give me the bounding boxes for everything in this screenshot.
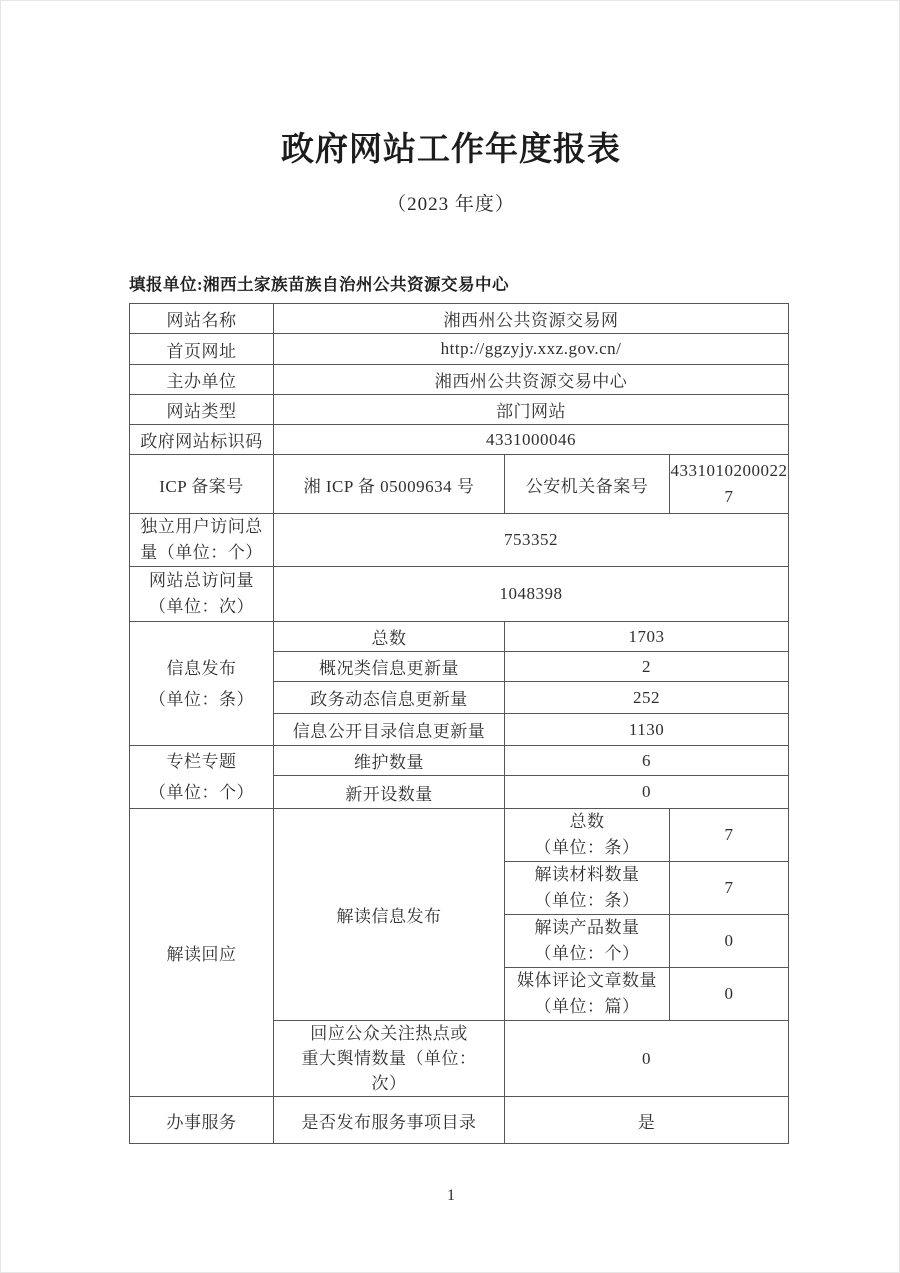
table-row <box>130 567 789 622</box>
interp-product-label <box>505 915 670 968</box>
label-line: 重大舆情数量（单位： <box>301 1049 477 1068</box>
table-row <box>130 455 789 514</box>
info-dynamic-value: 252 <box>505 682 789 714</box>
interpretation-publish-label: 解读信息发布 <box>274 809 505 1021</box>
new-open-count-label: 新开设数量 <box>274 776 505 809</box>
interp-material-label <box>505 862 670 915</box>
label-line: 总数 <box>569 812 605 831</box>
interp-total-label <box>505 809 670 862</box>
service-directory-label: 是否发布服务事项目录 <box>274 1097 505 1144</box>
label-line: （单位：条） <box>534 838 640 857</box>
label-line: 信息发布 <box>166 658 237 678</box>
icp-value: 湘 ICP 备 05009634 号 <box>274 455 505 514</box>
police-record-label: 公安机关备案号 <box>505 455 670 514</box>
site-name-value: 湘西州公共资源交易网 <box>274 304 789 334</box>
icp-label: ICP 备案号 <box>130 455 274 514</box>
label-line: （单位：条） <box>149 689 254 709</box>
maintain-count-label: 维护数量 <box>274 746 505 776</box>
label-line: 量（单位：个） <box>140 543 263 562</box>
site-code-value: 4331000046 <box>274 425 789 455</box>
info-total-label: 总数 <box>274 622 505 652</box>
service-group-label: 办事服务 <box>130 1097 274 1144</box>
info-overview-value: 2 <box>505 652 789 682</box>
table-row <box>130 1097 789 1144</box>
site-type-label: 网站类型 <box>130 395 274 425</box>
hotspot-response-label <box>274 1021 505 1097</box>
label-line: 媒体评论文章数量 <box>517 971 657 990</box>
police-record-value: 43310102000227 <box>670 455 789 514</box>
label-line: 独立用户访问总 <box>140 517 263 536</box>
table-row <box>130 746 789 776</box>
interp-media-value: 0 <box>670 968 789 1021</box>
new-open-count-value: 0 <box>505 776 789 809</box>
table-row <box>130 514 789 567</box>
page-title: 政府网站工作年度报表 <box>281 130 621 167</box>
total-visits-label <box>130 567 274 622</box>
total-visits-value: 1048398 <box>274 567 789 622</box>
label-line: 专栏专题 <box>166 752 237 771</box>
service-directory-value: 是 <box>505 1097 789 1144</box>
special-columns-group-label <box>130 746 274 809</box>
info-total-value: 1703 <box>505 622 789 652</box>
label-line: （单位：次） <box>149 597 254 616</box>
home-url-value: http://ggzyjy.xxz.gov.cn/ <box>274 334 789 365</box>
sponsor-value: 湘西州公共资源交易中心 <box>274 365 789 395</box>
info-publish-group-label <box>130 622 274 746</box>
home-url-label: 首页网址 <box>130 334 274 365</box>
site-type-value: 部门网站 <box>274 395 789 425</box>
interp-material-value: 7 <box>670 862 789 915</box>
maintain-count-value: 6 <box>505 746 789 776</box>
table-row <box>130 334 789 365</box>
info-dynamic-label: 政务动态信息更新量 <box>274 682 505 714</box>
label-line: （单位：篇） <box>534 997 640 1016</box>
label-line: （单位：条） <box>534 891 640 910</box>
table-row <box>130 395 789 425</box>
label-line: 次） <box>371 1074 407 1093</box>
info-directory-label: 信息公开目录信息更新量 <box>274 714 505 746</box>
annual-report-table <box>129 303 789 1144</box>
site-code-label: 政府网站标识码 <box>130 425 274 455</box>
label-line: （单位：个） <box>149 783 254 802</box>
site-name-label: 网站名称 <box>130 304 274 334</box>
interp-total-value: 7 <box>670 809 789 862</box>
sponsor-label: 主办单位 <box>130 365 274 395</box>
unique-visitors-value: 753352 <box>274 514 789 567</box>
label-line: 回应公众关注热点或 <box>310 1024 468 1043</box>
label-line: 网站总访问量 <box>149 571 254 590</box>
filing-unit-line: 填报单位:湘西土家族苗族自治州公共资源交易中心 <box>129 275 509 294</box>
page-number: 1 <box>447 1187 455 1204</box>
info-overview-label: 概况类信息更新量 <box>274 652 505 682</box>
interp-media-label <box>505 968 670 1021</box>
interpretation-group-label: 解读回应 <box>130 809 274 1097</box>
page-subtitle: （2023 年度） <box>387 194 515 215</box>
table-row <box>130 425 789 455</box>
table-row <box>130 365 789 395</box>
label-line: 解读产品数量 <box>534 918 640 937</box>
unique-visitors-label <box>130 514 274 567</box>
table-row <box>130 622 789 652</box>
info-directory-value: 1130 <box>505 714 789 746</box>
table-row <box>130 809 789 862</box>
label-line: 解读材料数量 <box>534 865 640 884</box>
label-line: （单位：个） <box>534 944 640 963</box>
table-row <box>130 304 789 334</box>
interp-product-value: 0 <box>670 915 789 968</box>
hotspot-response-value: 0 <box>505 1021 789 1097</box>
